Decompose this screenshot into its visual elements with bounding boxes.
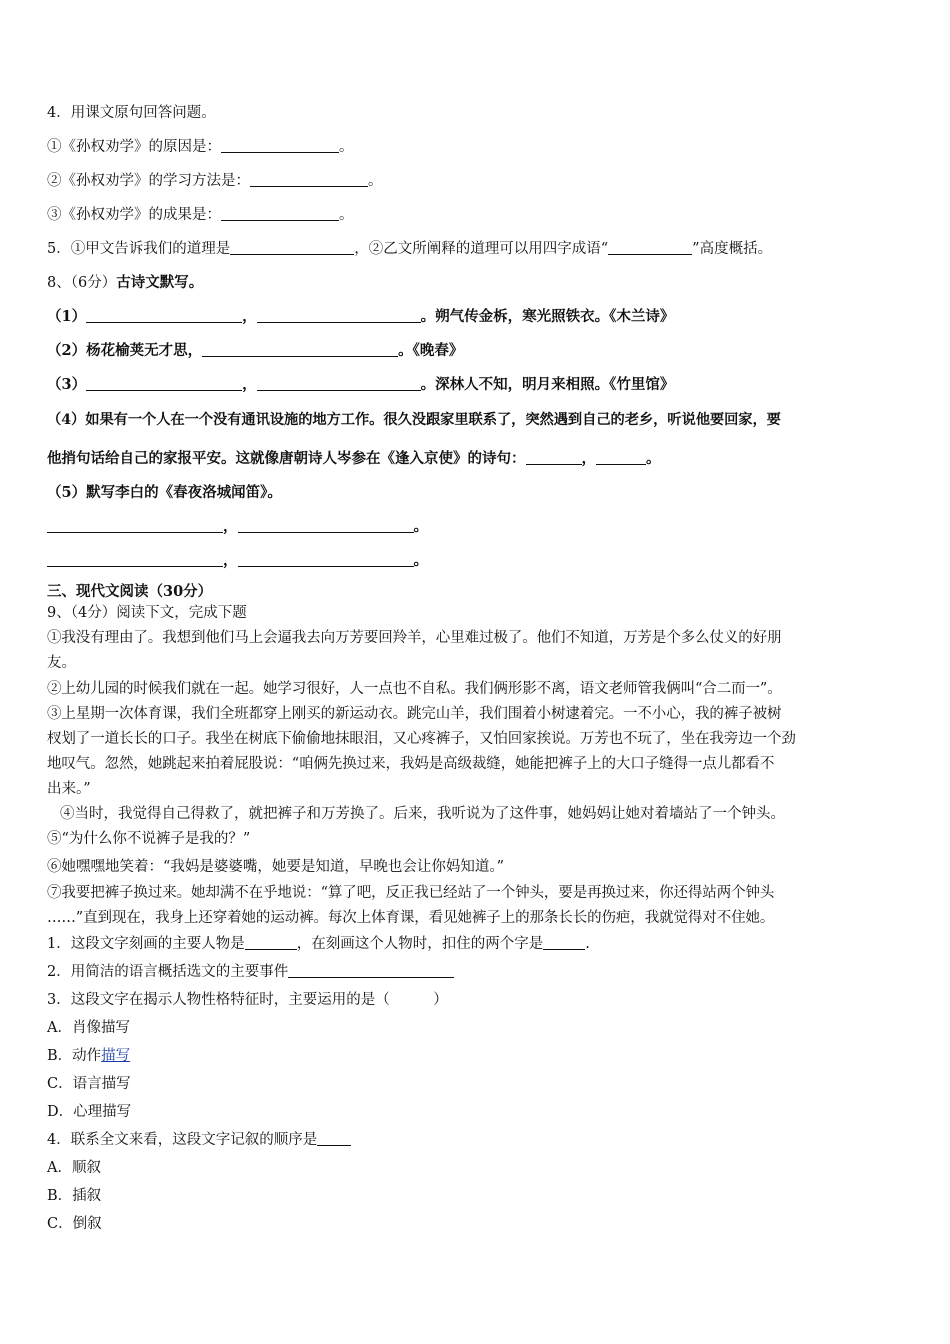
question-1 [47, 934, 590, 954]
section8-number: 8、（6分） [47, 275, 117, 291]
passage-p4: ④当时，我觉得自己得救了，就把裤子和万芳换了。后来，我听说为了这件事，她妈妈让她对着墙站了一个钟头。 [60, 806, 785, 822]
option-4b[interactable]: B．插叙 [47, 1188, 102, 1204]
question-3: 3．这段文字在揭示人物性格特征时，主要运用的是（ ） [47, 992, 448, 1008]
answer-blank[interactable] [47, 518, 223, 533]
passage-p1b: 友。 [47, 655, 76, 671]
question-2-text: 2．用简洁的语言概括选文的主要事件 [47, 964, 289, 980]
option-4a[interactable]: A．顺叙 [47, 1160, 101, 1176]
passage-p2: ②上幼儿园的时候我们就在一起。她学习很好，人一点也不自私。我们俩形影不离，语文老师管我俩叫“合二而一”。 [47, 681, 782, 697]
answer-blank[interactable] [608, 240, 692, 255]
q4-item-c-text: ③《孙权劝学》的成果是： [47, 207, 221, 223]
q4-item-a [47, 137, 354, 157]
poem-line-1-comma: ， [242, 308, 257, 325]
answer-blank[interactable] [86, 308, 242, 323]
passage-p7a: ⑦我要把裤子换过来。她却满不在乎地说：“算了吧，反正我已经站了一个钟头，要是再换过来，你还得站两个钟头 [47, 885, 775, 901]
poem-line-3-tail: 。深林人不知，明月来相照。《竹里馆》 [420, 376, 675, 393]
poem-line-3 [47, 375, 674, 395]
passage-p3b: 杈划了一道长长的口子。我坐在树底下偷偷地抹眼泪，又心疼裤子，又怕回家挨说。万芳也不玩了，坐在我旁边一个劲 [47, 731, 796, 747]
answer-blank[interactable] [221, 138, 339, 153]
answer-blank[interactable] [543, 935, 585, 950]
section8-title: 古诗文默写。 [116, 274, 204, 291]
passage-p1a: ①我没有理由了。我想到他们马上会逼我去向万芳要回羚羊，心里难过极了。他们不知道，万芳是个多么仗义的好朋 [47, 630, 782, 646]
q4-item-b [47, 171, 383, 191]
answer-blank[interactable] [288, 963, 454, 978]
passage-p3d: 出来。” [47, 781, 91, 797]
q4-item-a-text: ①《孙权劝学》的原因是： [47, 139, 221, 155]
poem-line-1-tail: 。朔气传金柝，寒光照铁衣。《木兰诗》 [420, 308, 675, 325]
question-1-end: . [585, 936, 590, 952]
option-3a[interactable]: A．肖像描写 [47, 1020, 130, 1036]
blank-comma: ， [223, 518, 238, 535]
q4-item-b-end: 。 [368, 173, 383, 189]
q4-item-a-end: 。 [339, 139, 354, 155]
q4-item-c [47, 205, 354, 225]
answer-blank[interactable] [257, 308, 421, 323]
poem-line-4b [47, 449, 661, 469]
poem-line-3-comma: ， [242, 376, 257, 393]
answer-blank[interactable] [526, 450, 582, 465]
poem-line-5: （5）默写李白的《春夜洛城闻笛》。 [47, 484, 282, 501]
passage-p7b: ……”直到现在，我身上还穿着她的运动裤。每次上体育课，看见她裤子上的那条长长的伤疤，我就觉得对不住她。 [47, 910, 775, 926]
passage-p3c: 地叹气。忽然，她跳起来拍着屁股说：“咱俩先换过来，我妈是高级裁缝，她能把裤子上的大口子缝得一点儿都看不 [47, 756, 775, 772]
answer-blank[interactable] [230, 240, 354, 255]
answer-blank[interactable] [238, 552, 414, 567]
answer-blank[interactable] [86, 376, 242, 391]
answer-blank[interactable] [238, 518, 414, 533]
poem-line-4a: （4）如果有一个人在一个没有通讯设施的地方工作。很久没跟家里联系了，突然遇到自己的老乡，听说他要回家，要 [47, 412, 781, 428]
question-4-text: 4．联系全文来看，这段文字记叙的顺序是 [47, 1132, 318, 1148]
section8-heading [47, 273, 203, 293]
poem-line-2-text: （2）杨花榆荚无才思， [47, 342, 203, 359]
answer-blank[interactable] [245, 935, 297, 950]
answer-blank[interactable] [221, 206, 339, 221]
answer-blank[interactable] [250, 172, 368, 187]
option-3b[interactable] [47, 1046, 130, 1066]
poem-line-1-num: （1） [47, 308, 87, 325]
q5-part2: ，②乙文所阐释的道理可以用四字成语“ [354, 241, 609, 257]
q4-item-b-text: ②《孙权劝学》的学习方法是： [47, 173, 250, 189]
poem-line-4b-text: 他捎句话给自己的家报平安。这就像唐朝诗人岑参在《逢入京使》的诗句： [47, 450, 526, 467]
blank-end: 。 [413, 552, 428, 569]
poem-blank-row-1 [47, 517, 428, 537]
option-3b-text: B．动作 [47, 1048, 102, 1064]
q4-title: 4．用课文原句回答问题。 [47, 105, 216, 121]
q4-item-c-end: 。 [339, 207, 354, 223]
blank-end: 。 [413, 518, 428, 535]
option-3d[interactable]: D．心理描写 [47, 1104, 132, 1120]
section3-title: 三、现代文阅读（30分） [47, 583, 213, 600]
answer-blank[interactable] [257, 376, 421, 391]
passage-p5: ⑤“为什么你不说裤子是我的？” [47, 831, 251, 847]
answer-blank[interactable] [317, 1131, 351, 1146]
question-4 [47, 1130, 351, 1150]
poem-line-4b-end: 。 [646, 450, 661, 467]
question-1-text: 1．这段文字刻画的主要人物是 [47, 936, 245, 952]
option-3b-link[interactable]: 描写 [101, 1048, 131, 1064]
answer-blank[interactable] [596, 450, 646, 465]
question-2 [47, 962, 454, 982]
poem-line-3-num: （3） [47, 376, 87, 393]
option-4c[interactable]: C．倒叙 [47, 1216, 102, 1232]
q9-heading: 9、（4分）阅读下文，完成下题 [47, 605, 247, 621]
poem-line-2 [47, 341, 463, 361]
q5-part3: ”高度概括。 [692, 241, 773, 257]
passage-p3a: ③上星期一次体育课，我们全班都穿上刚买的新运动衣。跳完山羊，我们围着小树逮着完。一不小心，我的裤子被树 [47, 706, 782, 722]
poem-line-2-tail: 。《晚春》 [398, 342, 464, 359]
q5 [47, 239, 772, 259]
q5-part1: 5．①甲文告诉我们的道理是 [47, 241, 231, 257]
question-1-mid: ，在刻画这个人物时，扣住的两个字是 [296, 936, 544, 952]
blank-comma: ， [223, 552, 238, 569]
option-3c[interactable]: C．语言描写 [47, 1076, 131, 1092]
poem-line-1 [47, 307, 674, 327]
poem-line-4b-comma: ， [581, 450, 596, 467]
passage-p6: ⑥她嘿嘿地笑着：“我妈是婆婆嘴，她要是知道，早晚也会让你妈知道。” [47, 859, 505, 875]
answer-blank[interactable] [47, 552, 223, 567]
answer-blank[interactable] [202, 342, 398, 357]
poem-blank-row-2 [47, 551, 428, 571]
